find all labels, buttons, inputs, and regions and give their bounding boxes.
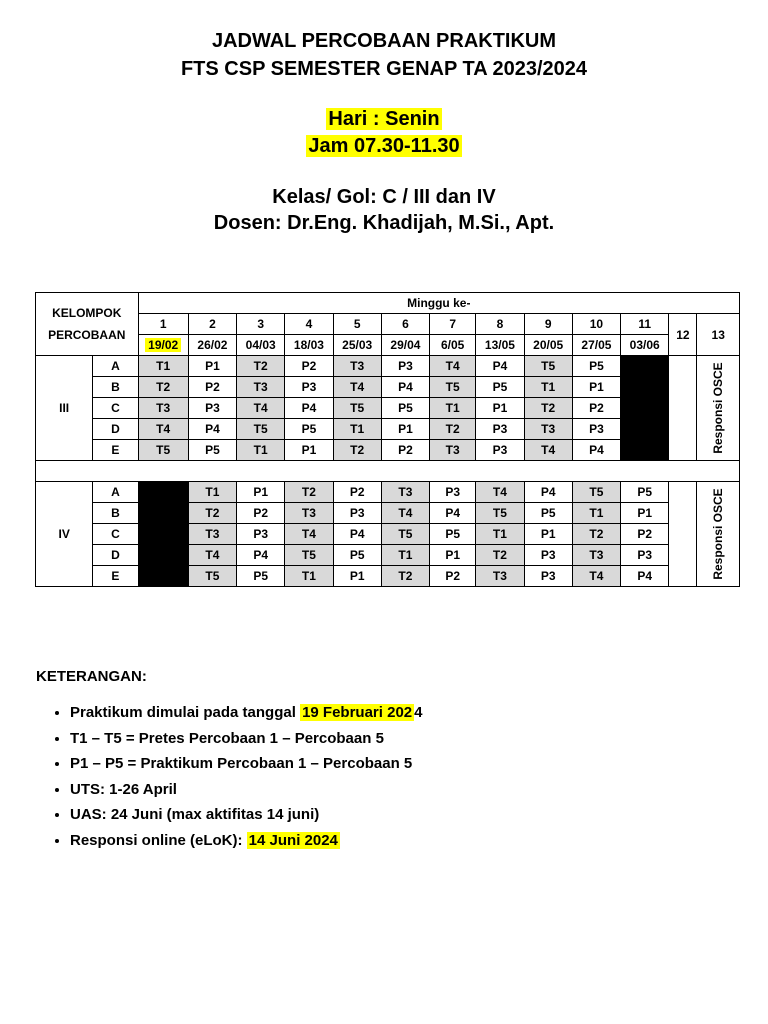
schedule-cell: P2 — [381, 440, 429, 461]
schedule-cell: P1 — [476, 398, 524, 419]
schedule-cell: T3 — [572, 545, 620, 566]
schedule-cell: P3 — [333, 503, 381, 524]
schedule-cell: P1 — [430, 545, 476, 566]
note-uts: • UTS: 1-26 April — [70, 777, 422, 803]
schedule-cell: T1 — [430, 398, 476, 419]
schedule-cell: P2 — [237, 503, 285, 524]
week-date-text: 19/02 — [145, 338, 181, 352]
schedule-cell: P2 — [188, 377, 236, 398]
week-number: 12 — [669, 314, 697, 356]
schedule-cell: T1 — [476, 524, 524, 545]
schedule-cell: T2 — [476, 545, 524, 566]
schedule-cell: P1 — [188, 356, 236, 377]
schedule-cell: P4 — [430, 503, 476, 524]
week-date — [572, 335, 620, 356]
week-date — [524, 335, 572, 356]
schedule-cell: P2 — [430, 566, 476, 587]
week-date — [138, 335, 188, 356]
week-number: 9 — [524, 314, 572, 335]
week-number: 4 — [285, 314, 333, 335]
group-letter: E — [93, 440, 138, 461]
title-line-1: JADWAL PERCOBAAN PRAKTIKUM — [211, 30, 557, 52]
schedule-cell: T1 — [285, 566, 333, 587]
week-date-text: 29/04 — [390, 338, 421, 352]
week-date-text: 26/02 — [197, 338, 228, 352]
schedule-cell: T3 — [237, 377, 285, 398]
week-date — [285, 335, 333, 356]
schedule-cell: T1 — [572, 503, 620, 524]
schedule-cell: P3 — [237, 524, 285, 545]
blocked-cell — [621, 356, 669, 461]
schedule-cell: T3 — [381, 482, 429, 503]
class-name: III — [36, 356, 93, 461]
schedule-cell: P2 — [621, 524, 669, 545]
time-highlight: Jam 07.30-11.30 — [308, 135, 460, 157]
schedule-table — [35, 292, 740, 587]
group-letter: A — [93, 356, 138, 377]
notes-list — [48, 700, 422, 853]
schedule-cell: T4 — [237, 398, 285, 419]
responsi-osce-label: Responsi OSCE — [711, 488, 726, 580]
table-row — [36, 356, 740, 377]
responsi-osce-cell — [697, 482, 740, 587]
schedule-cell: P3 — [188, 398, 236, 419]
week-date — [381, 335, 429, 356]
group-letter: D — [93, 419, 138, 440]
schedule-cell: P5 — [381, 398, 429, 419]
week-date-text: 6/05 — [441, 338, 465, 352]
day-highlight: Hari : Senin — [328, 108, 440, 130]
schedule-cell: T2 — [333, 440, 381, 461]
schedule-cell: P2 — [333, 482, 381, 503]
schedule-cell: T5 — [381, 524, 429, 545]
schedule-cell: T4 — [138, 419, 188, 440]
week-date — [430, 335, 476, 356]
week-number: 6 — [381, 314, 429, 335]
week-number: 3 — [237, 314, 285, 335]
schedule-cell: P3 — [621, 545, 669, 566]
schedule-cell: P5 — [237, 566, 285, 587]
week-date-text: 18/03 — [293, 338, 324, 352]
schedule-cell: T5 — [138, 440, 188, 461]
schedule-cell: T5 — [333, 398, 381, 419]
schedule-cell: P3 — [381, 356, 429, 377]
group-letter: D — [93, 545, 138, 566]
schedule-cell: P2 — [572, 398, 620, 419]
schedule-cell: P4 — [333, 524, 381, 545]
week-12-cell — [669, 356, 697, 461]
week-date — [237, 335, 285, 356]
schedule-cell: P5 — [572, 356, 620, 377]
schedule-cell: P5 — [333, 545, 381, 566]
week-number: 11 — [621, 314, 669, 335]
note-responsi-highlight: 14 Juni 2024 — [248, 831, 338, 849]
note-uas: • UAS: 24 Juni (max aktifitas 14 juni) — [70, 802, 422, 828]
schedule-cell: T1 — [237, 440, 285, 461]
schedule-cell: P4 — [621, 566, 669, 587]
day-label — [0, 108, 768, 131]
schedule-cell: P5 — [476, 377, 524, 398]
schedule-cell: P1 — [333, 566, 381, 587]
schedule-cell: T2 — [138, 377, 188, 398]
schedule-cell: P3 — [476, 440, 524, 461]
schedule-cell: T3 — [188, 524, 236, 545]
schedule-cell: P1 — [237, 482, 285, 503]
week-number: 2 — [188, 314, 236, 335]
class-label: Kelas/ Gol: C / III dan IV — [272, 186, 496, 208]
note-pretest: • T1 – T5 = Pretes Percobaan 1 – Percobaan 5 — [70, 726, 422, 752]
schedule-cell: T2 — [524, 398, 572, 419]
schedule-cell: T2 — [285, 482, 333, 503]
schedule-cell: P1 — [285, 440, 333, 461]
schedule-cell: T3 — [285, 503, 333, 524]
schedule-cell: T4 — [381, 503, 429, 524]
schedule-cell: T5 — [188, 566, 236, 587]
schedule-cell: P5 — [621, 482, 669, 503]
week-date-text: 13/05 — [484, 338, 515, 352]
group-letter: B — [93, 377, 138, 398]
note-start-date: • Praktikum dimulai pada tanggal 19 Februari 202 4 — [70, 700, 422, 726]
schedule-cell: T3 — [138, 398, 188, 419]
schedule-cell: T1 — [333, 419, 381, 440]
schedule-cell: P1 — [524, 524, 572, 545]
schedule-cell: T4 — [188, 545, 236, 566]
schedule-cell: P4 — [237, 545, 285, 566]
schedule-cell: P4 — [285, 398, 333, 419]
blocked-cell — [138, 482, 188, 587]
schedule-cell: P1 — [381, 419, 429, 440]
week-number: 7 — [430, 314, 476, 335]
week-date — [476, 335, 524, 356]
week-date-text: 27/05 — [581, 338, 612, 352]
schedule-cell: T2 — [188, 503, 236, 524]
schedule-cell: T4 — [285, 524, 333, 545]
group-letter: C — [93, 398, 138, 419]
schedule-cell: T4 — [476, 482, 524, 503]
schedule-cell: P4 — [524, 482, 572, 503]
schedule-cell: T4 — [430, 356, 476, 377]
schedule-cell: T5 — [476, 503, 524, 524]
schedule-cell: P3 — [476, 419, 524, 440]
responsi-osce-label: Responsi OSCE — [711, 362, 726, 454]
week-date — [333, 335, 381, 356]
responsi-osce-cell — [697, 356, 740, 461]
schedule-cell: T4 — [333, 377, 381, 398]
week-date-text: 25/03 — [342, 338, 373, 352]
notes-title: KETERANGAN: — [36, 668, 147, 685]
group-letter: E — [93, 566, 138, 587]
schedule-cell: P1 — [572, 377, 620, 398]
title-line-2: FTS CSP SEMESTER GENAP TA 2023/2024 — [180, 58, 588, 80]
schedule-cell: T1 — [381, 545, 429, 566]
note-responsi: • Responsi online (eLoK): 14 Juni 2024 — [70, 828, 422, 854]
week-date-text: 04/03 — [245, 338, 276, 352]
schedule-cell: P3 — [524, 545, 572, 566]
schedule-cell: T1 — [524, 377, 572, 398]
week-number: 1 — [138, 314, 188, 335]
group-header-label: KELOMPOK PERCOBAAN — [48, 306, 126, 342]
schedule-cell: T5 — [572, 482, 620, 503]
schedule-cell: P5 — [188, 440, 236, 461]
schedule-cell: T2 — [381, 566, 429, 587]
note-practicum: • P1 – P5 = Praktikum Percobaan 1 – Percobaan 5 — [70, 751, 422, 777]
schedule-cell: P3 — [524, 566, 572, 587]
schedule-cell: P3 — [285, 377, 333, 398]
schedule-cell: P4 — [381, 377, 429, 398]
table-row — [36, 482, 740, 503]
note-start-highlight: 19 Februari 202 — [302, 704, 413, 721]
group-header — [36, 293, 139, 356]
time-label — [0, 135, 768, 158]
schedule-cell: P3 — [572, 419, 620, 440]
schedule-cell: P4 — [188, 419, 236, 440]
schedule-cell: T3 — [476, 566, 524, 587]
schedule-cell: T3 — [524, 419, 572, 440]
schedule-cell: P3 — [430, 482, 476, 503]
schedule-cell: P5 — [430, 524, 476, 545]
class-spacer — [36, 461, 740, 482]
schedule-cell: T5 — [524, 356, 572, 377]
schedule-cell: T1 — [138, 356, 188, 377]
schedule-cell: P5 — [285, 419, 333, 440]
schedule-cell: T2 — [237, 356, 285, 377]
schedule-cell: P5 — [524, 503, 572, 524]
group-letter: C — [93, 524, 138, 545]
class-name: IV — [36, 482, 93, 587]
schedule-cell: P4 — [572, 440, 620, 461]
week-date-text: 03/06 — [629, 338, 660, 352]
schedule-cell: P1 — [621, 503, 669, 524]
schedule-cell: T4 — [572, 566, 620, 587]
schedule-cell: T1 — [188, 482, 236, 503]
week-date — [188, 335, 236, 356]
week-date-text: 20/05 — [533, 338, 564, 352]
group-letter: A — [93, 482, 138, 503]
week-number: 13 — [697, 314, 740, 356]
schedule-cell: T4 — [524, 440, 572, 461]
week-12-cell — [669, 482, 697, 587]
schedule-cell: T3 — [333, 356, 381, 377]
minggu-header: Minggu ke- — [138, 293, 739, 314]
group-letter: B — [93, 503, 138, 524]
schedule-cell: T5 — [430, 377, 476, 398]
lecturer-label: Dosen: Dr.Eng. Khadijah, M.Si., Apt. — [213, 212, 555, 234]
week-date — [621, 335, 669, 356]
week-number: 8 — [476, 314, 524, 335]
schedule-cell: P2 — [285, 356, 333, 377]
week-number: 5 — [333, 314, 381, 335]
schedule-cell: T2 — [430, 419, 476, 440]
schedule-cell: T5 — [285, 545, 333, 566]
schedule-cell: T5 — [237, 419, 285, 440]
schedule-cell: P4 — [476, 356, 524, 377]
schedule-cell: T2 — [572, 524, 620, 545]
week-number: 10 — [572, 314, 620, 335]
schedule-cell: T3 — [430, 440, 476, 461]
